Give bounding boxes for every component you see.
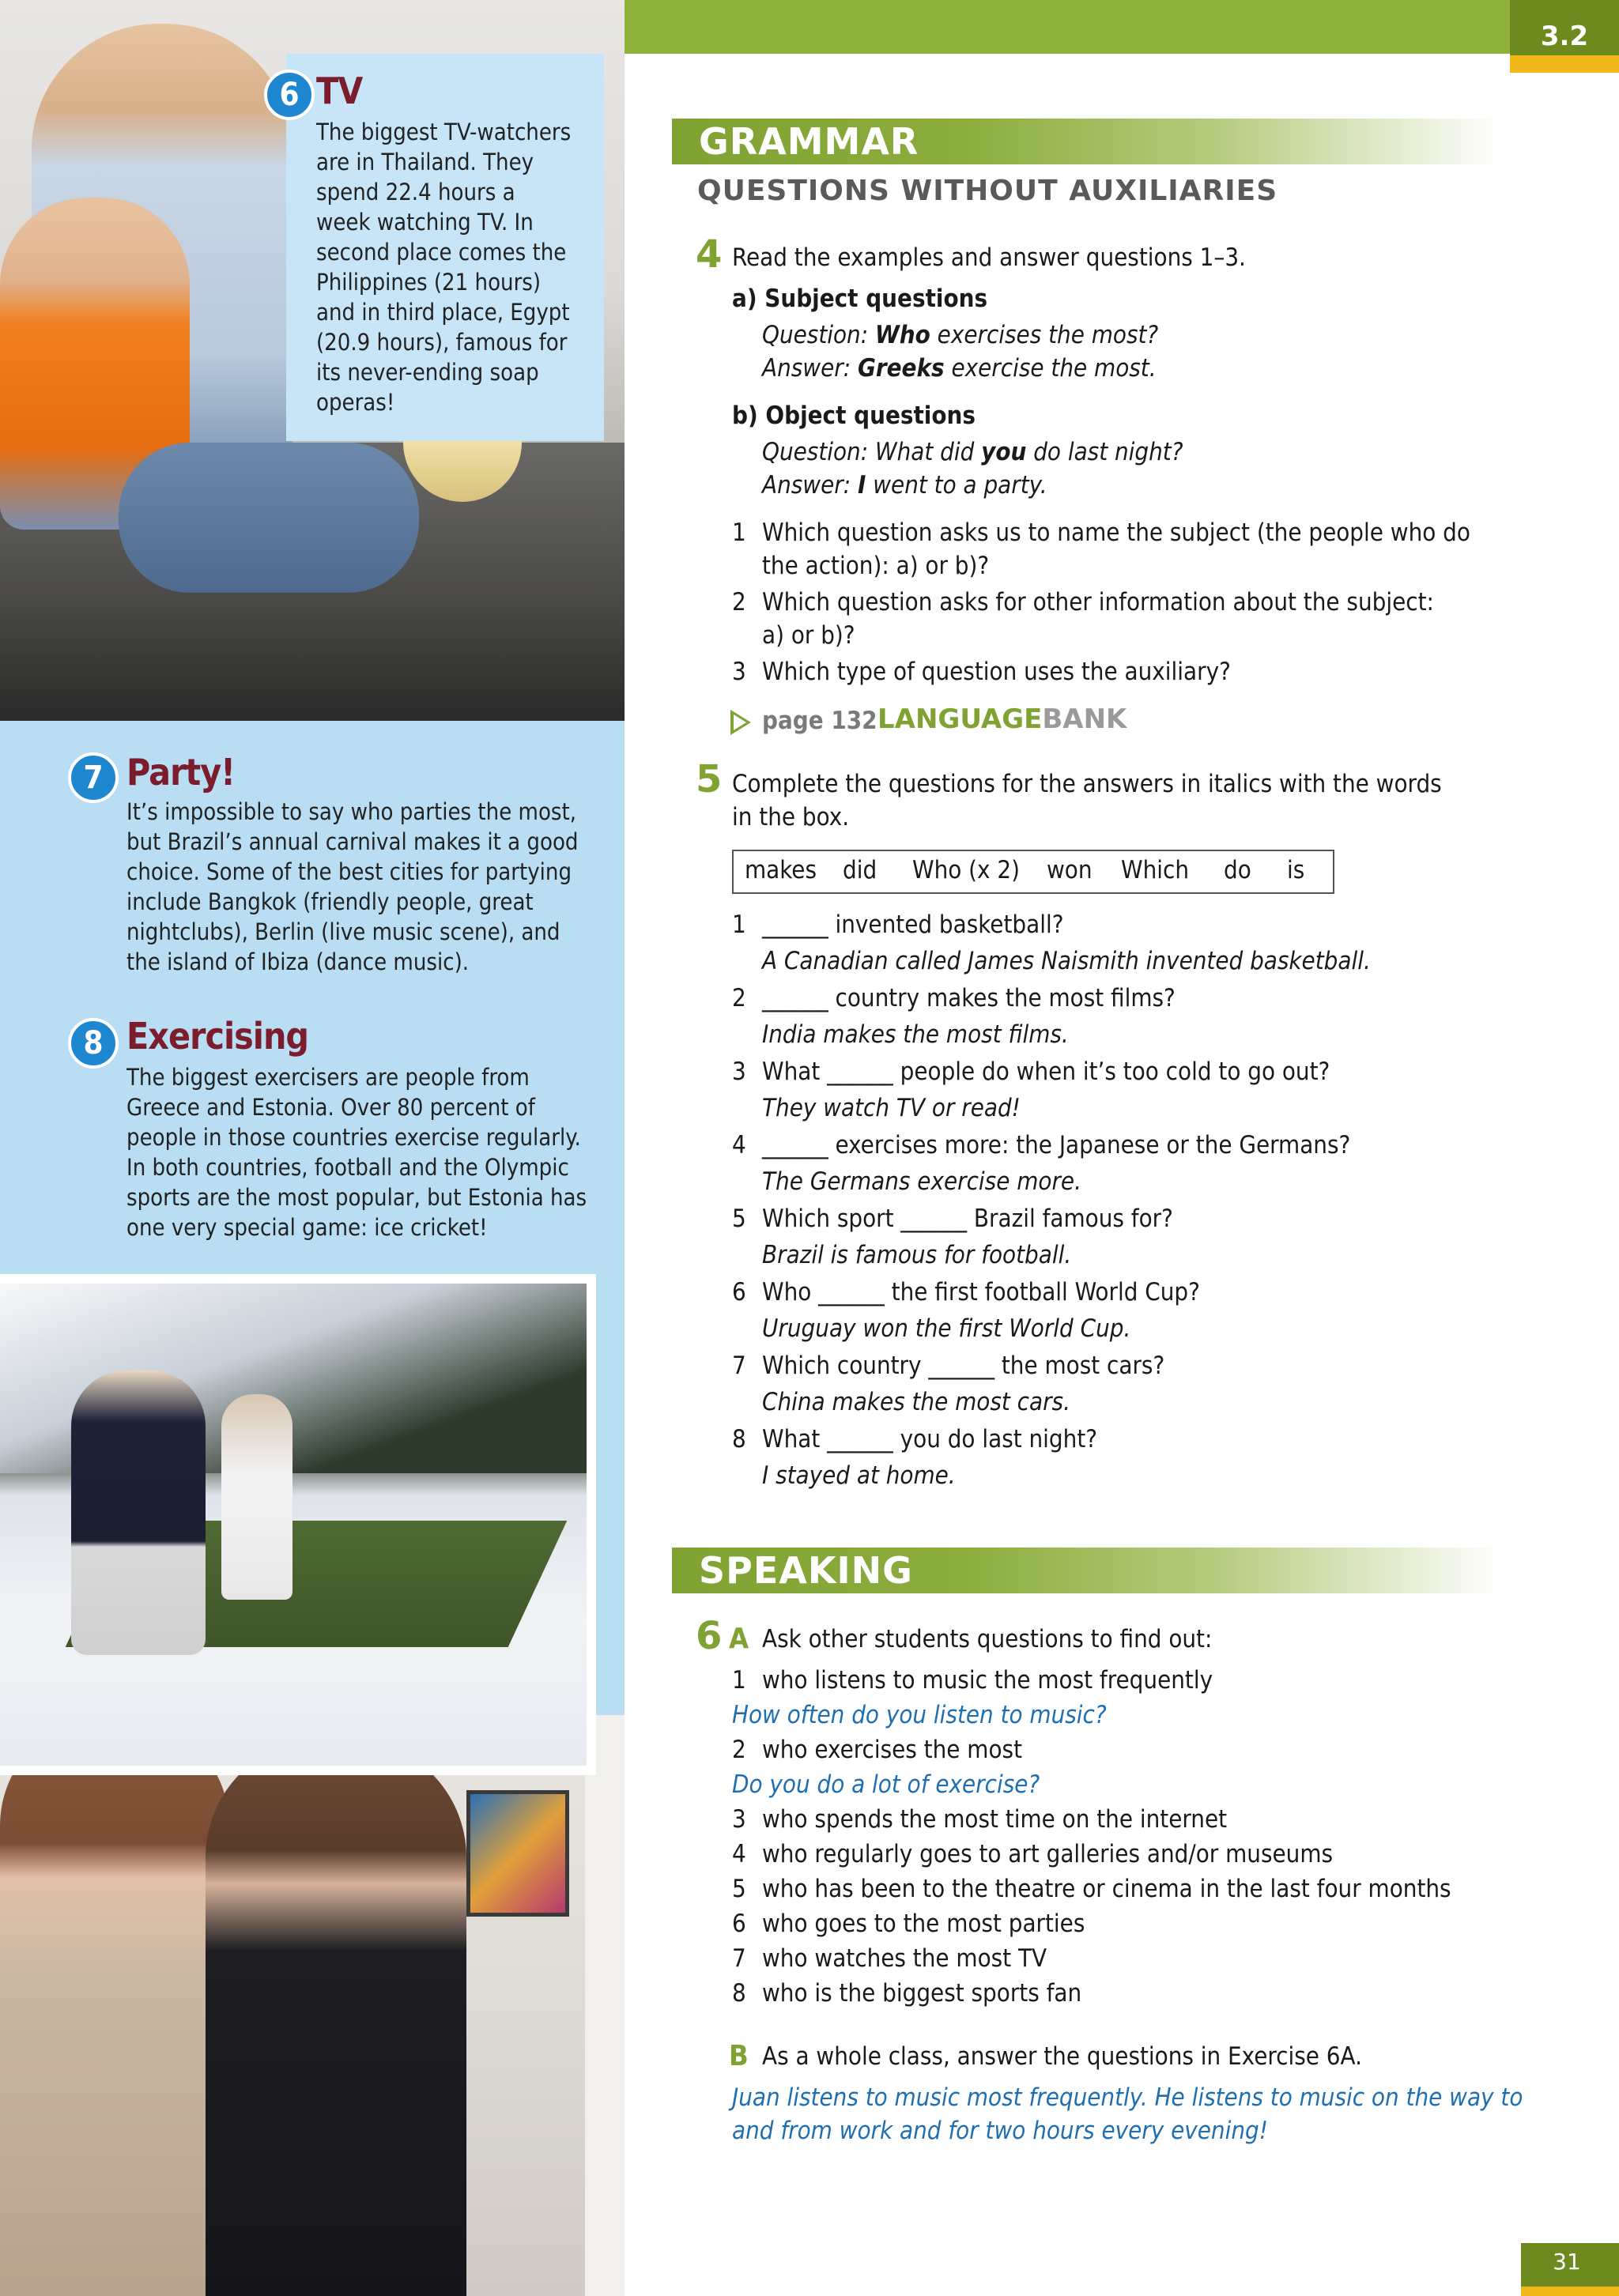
party-body: [126, 797, 578, 977]
word-box-item: won: [1047, 856, 1093, 884]
tv-line: are in Thailand. They: [316, 149, 534, 175]
tv-line: operas!: [316, 389, 395, 416]
question-number: 2: [732, 588, 746, 616]
item-number: 4: [732, 1131, 746, 1159]
gap-fill-question: Which sport ______ Brazil famous for?: [762, 1205, 1173, 1233]
speaking-prompt: who has been to the theatre or cinema in the last four months: [762, 1875, 1451, 1903]
object-answer-example: Answer: I went to a party.: [762, 471, 1047, 500]
left-column: [0, 0, 625, 2296]
item-number: 4: [732, 1840, 746, 1868]
exercise-6b-example-line2: and from work and for two hours every evening!: [732, 2117, 1268, 2145]
answer-in-italics: They watch TV or read!: [762, 1094, 1021, 1122]
tv-line: Philippines (21 hours): [316, 269, 542, 296]
item-number: 3: [732, 1058, 746, 1086]
exercising-line: Greece and Estonia. Over 80 percent of: [126, 1094, 535, 1121]
answer-in-italics: China makes the most cars.: [762, 1388, 1070, 1416]
photo-ice-cricket: [0, 1274, 596, 1775]
item-number: 5: [732, 1875, 746, 1903]
tv-line: week watching TV. In: [316, 209, 534, 236]
speaking-prompt: who listens to music the most frequently: [762, 1666, 1213, 1695]
tv-line: (20.9 hours), famous for: [316, 329, 568, 356]
subject-question-example: Question: Who exercises the most?: [762, 321, 1159, 349]
answer-in-italics: Uruguay won the first World Cup.: [762, 1314, 1131, 1343]
question-text: Which question asks us to name the subject (the people who do: [762, 518, 1470, 547]
painting: [466, 1790, 569, 1917]
speaking-prompt: who goes to the most parties: [762, 1910, 1085, 1938]
exercise-5-instruction-line2: in the box.: [732, 803, 850, 831]
exercising-line: In both countries, football and the Olympic: [126, 1154, 569, 1181]
item-number: 8: [732, 1979, 746, 2008]
question-text: Which type of question uses the auxiliary?: [762, 658, 1231, 686]
exercise-6b-example-line1: Juan listens to music most frequently. He listens to music on the way to: [732, 2083, 1523, 2112]
exercise-4-number: 4: [696, 232, 723, 277]
party-title: Party!: [126, 751, 236, 794]
party-line: include Bangkok (friendly people, great: [126, 888, 534, 915]
word-box-item: do: [1224, 856, 1251, 884]
exercising-line: people in those countries exercise regularly.: [126, 1124, 581, 1151]
badge-8: 8: [68, 1018, 119, 1069]
word-box-item: Which: [1121, 856, 1190, 884]
exercising-line: The biggest exercisers are people from: [126, 1064, 530, 1091]
gap-fill-question: Which country ______ the most cars?: [762, 1352, 1165, 1380]
subject-questions-label: a) Subject questions: [732, 285, 988, 313]
exercise-6b-letter: B: [729, 2040, 749, 2072]
party-line: nightclubs), Berlin (live music scene), and: [126, 918, 560, 945]
speaking-prompt: who exercises the most: [762, 1736, 1022, 1764]
gap-fill-question: Who ______ the first football World Cup?: [762, 1278, 1200, 1306]
play-arrow-icon: [730, 710, 751, 735]
speaking-prompt: who regularly goes to art galleries and/or museums: [762, 1840, 1334, 1868]
photo-art-gallery: [0, 1715, 625, 2296]
exercise-5-instruction-line1: Complete the questions for the answers in italics with the words: [732, 770, 1442, 798]
page-reference: page 132: [762, 707, 877, 735]
question-text: Which question asks for other information about the subject:: [762, 588, 1434, 616]
answer-in-italics: Brazil is famous for football.: [762, 1241, 1072, 1269]
item-number: 5: [732, 1205, 746, 1233]
item-number: 7: [732, 1944, 746, 1973]
item-number: 6: [732, 1278, 746, 1306]
exercising-line: one very special game: ice cricket!: [126, 1214, 488, 1241]
question-number: 3: [732, 658, 746, 686]
top-bar: [625, 0, 1619, 54]
example-question: Do you do a lot of exercise?: [732, 1770, 1040, 1799]
word-box-item: Who (x 2): [912, 856, 1021, 884]
item-number: 2: [732, 984, 746, 1012]
gap-fill-question: ______ invented basketball?: [762, 910, 1064, 939]
tv-body: [316, 117, 571, 417]
tv-line: its never-ending soap: [316, 359, 539, 386]
word-box-item: makes: [745, 856, 817, 884]
gap-fill-question: ______ country makes the most films?: [762, 984, 1176, 1012]
tv-title: TV: [316, 70, 363, 112]
grammar-heading: GRAMMAR: [699, 120, 919, 163]
item-number: 1: [732, 910, 746, 939]
tv-line: The biggest TV-watchers: [316, 119, 572, 145]
word-box-item: did: [843, 856, 877, 884]
question-number: 1: [732, 518, 746, 547]
tv-line: and in third place, Egypt: [316, 299, 570, 326]
example-question: How often do you listen to music?: [732, 1701, 1107, 1729]
object-questions-label: b) Object questions: [732, 402, 976, 430]
question-text: the action): a) or b)?: [762, 552, 990, 580]
answer-in-italics: India makes the most films.: [762, 1020, 1069, 1049]
speaking-prompt: who is the biggest sports fan: [762, 1979, 1082, 2008]
answer-in-italics: I stayed at home.: [762, 1461, 956, 1490]
word-box: [732, 850, 1334, 894]
exercise-5-number: 5: [696, 757, 723, 801]
party-line: choice. Some of the best cities for partying: [126, 858, 572, 885]
exercise-6b-instruction: As a whole class, answer the questions in Exercise 6A.: [762, 2042, 1362, 2071]
gap-fill-question: What ______ you do last night?: [762, 1425, 1098, 1453]
exercising-title: Exercising: [126, 1015, 309, 1058]
speaking-heading: SPEAKING: [699, 1549, 913, 1592]
subject-answer-example: Answer: Greeks exercise the most.: [762, 354, 1157, 383]
speaking-prompt: who watches the most TV: [762, 1944, 1047, 1973]
item-number: 1: [732, 1666, 746, 1695]
language-bank-link[interactable]: LANGUAGEBANK: [877, 703, 1127, 735]
gap-fill-question: What ______ people do when it’s too cold to go out?: [762, 1058, 1330, 1086]
object-question-example: Question: What did you do last night?: [762, 438, 1183, 466]
word-box-item: is: [1287, 856, 1305, 884]
item-number: 3: [732, 1805, 746, 1834]
item-number: 6: [732, 1910, 746, 1938]
party-line: It’s impossible to say who parties the most,: [126, 798, 577, 825]
badge-7: 7: [68, 752, 119, 803]
exercise-4-instruction: Read the examples and answer questions 1–3.: [732, 243, 1246, 272]
exercise-6a-instruction: Ask other students questions to find out:: [762, 1625, 1213, 1653]
tv-line: spend 22.4 hours a: [316, 179, 515, 205]
speaking-prompt: who spends the most time on the internet: [762, 1805, 1228, 1834]
exercising-body: [126, 1062, 587, 1242]
gap-fill-question: ______ exercises more: the Japanese or the Germans?: [762, 1131, 1351, 1159]
tv-line: second place comes the: [316, 239, 567, 266]
answer-in-italics: A Canadian called James Naismith invented basketball.: [762, 947, 1371, 975]
item-number: 7: [732, 1352, 746, 1380]
exercise-6a-letter: A: [729, 1623, 749, 1655]
badge-6: 6: [264, 70, 315, 120]
party-line: but Brazil’s annual carnival makes it a good: [126, 828, 579, 855]
exercising-line: sports are the most popular, but Estonia has: [126, 1184, 587, 1211]
page-number: 31: [1553, 2249, 1581, 2275]
question-text: a) or b)?: [762, 621, 855, 650]
item-number: 8: [732, 1425, 746, 1453]
party-line: the island of Ibiza (dance music).: [126, 948, 470, 975]
item-number: 2: [732, 1736, 746, 1764]
exercise-6-number: 6: [696, 1614, 723, 1658]
answer-in-italics: The Germans exercise more.: [762, 1167, 1081, 1196]
grammar-subheading: QUESTIONS WITHOUT AUXILIARIES: [697, 175, 1278, 207]
unit-number: 3.2: [1540, 21, 1589, 52]
